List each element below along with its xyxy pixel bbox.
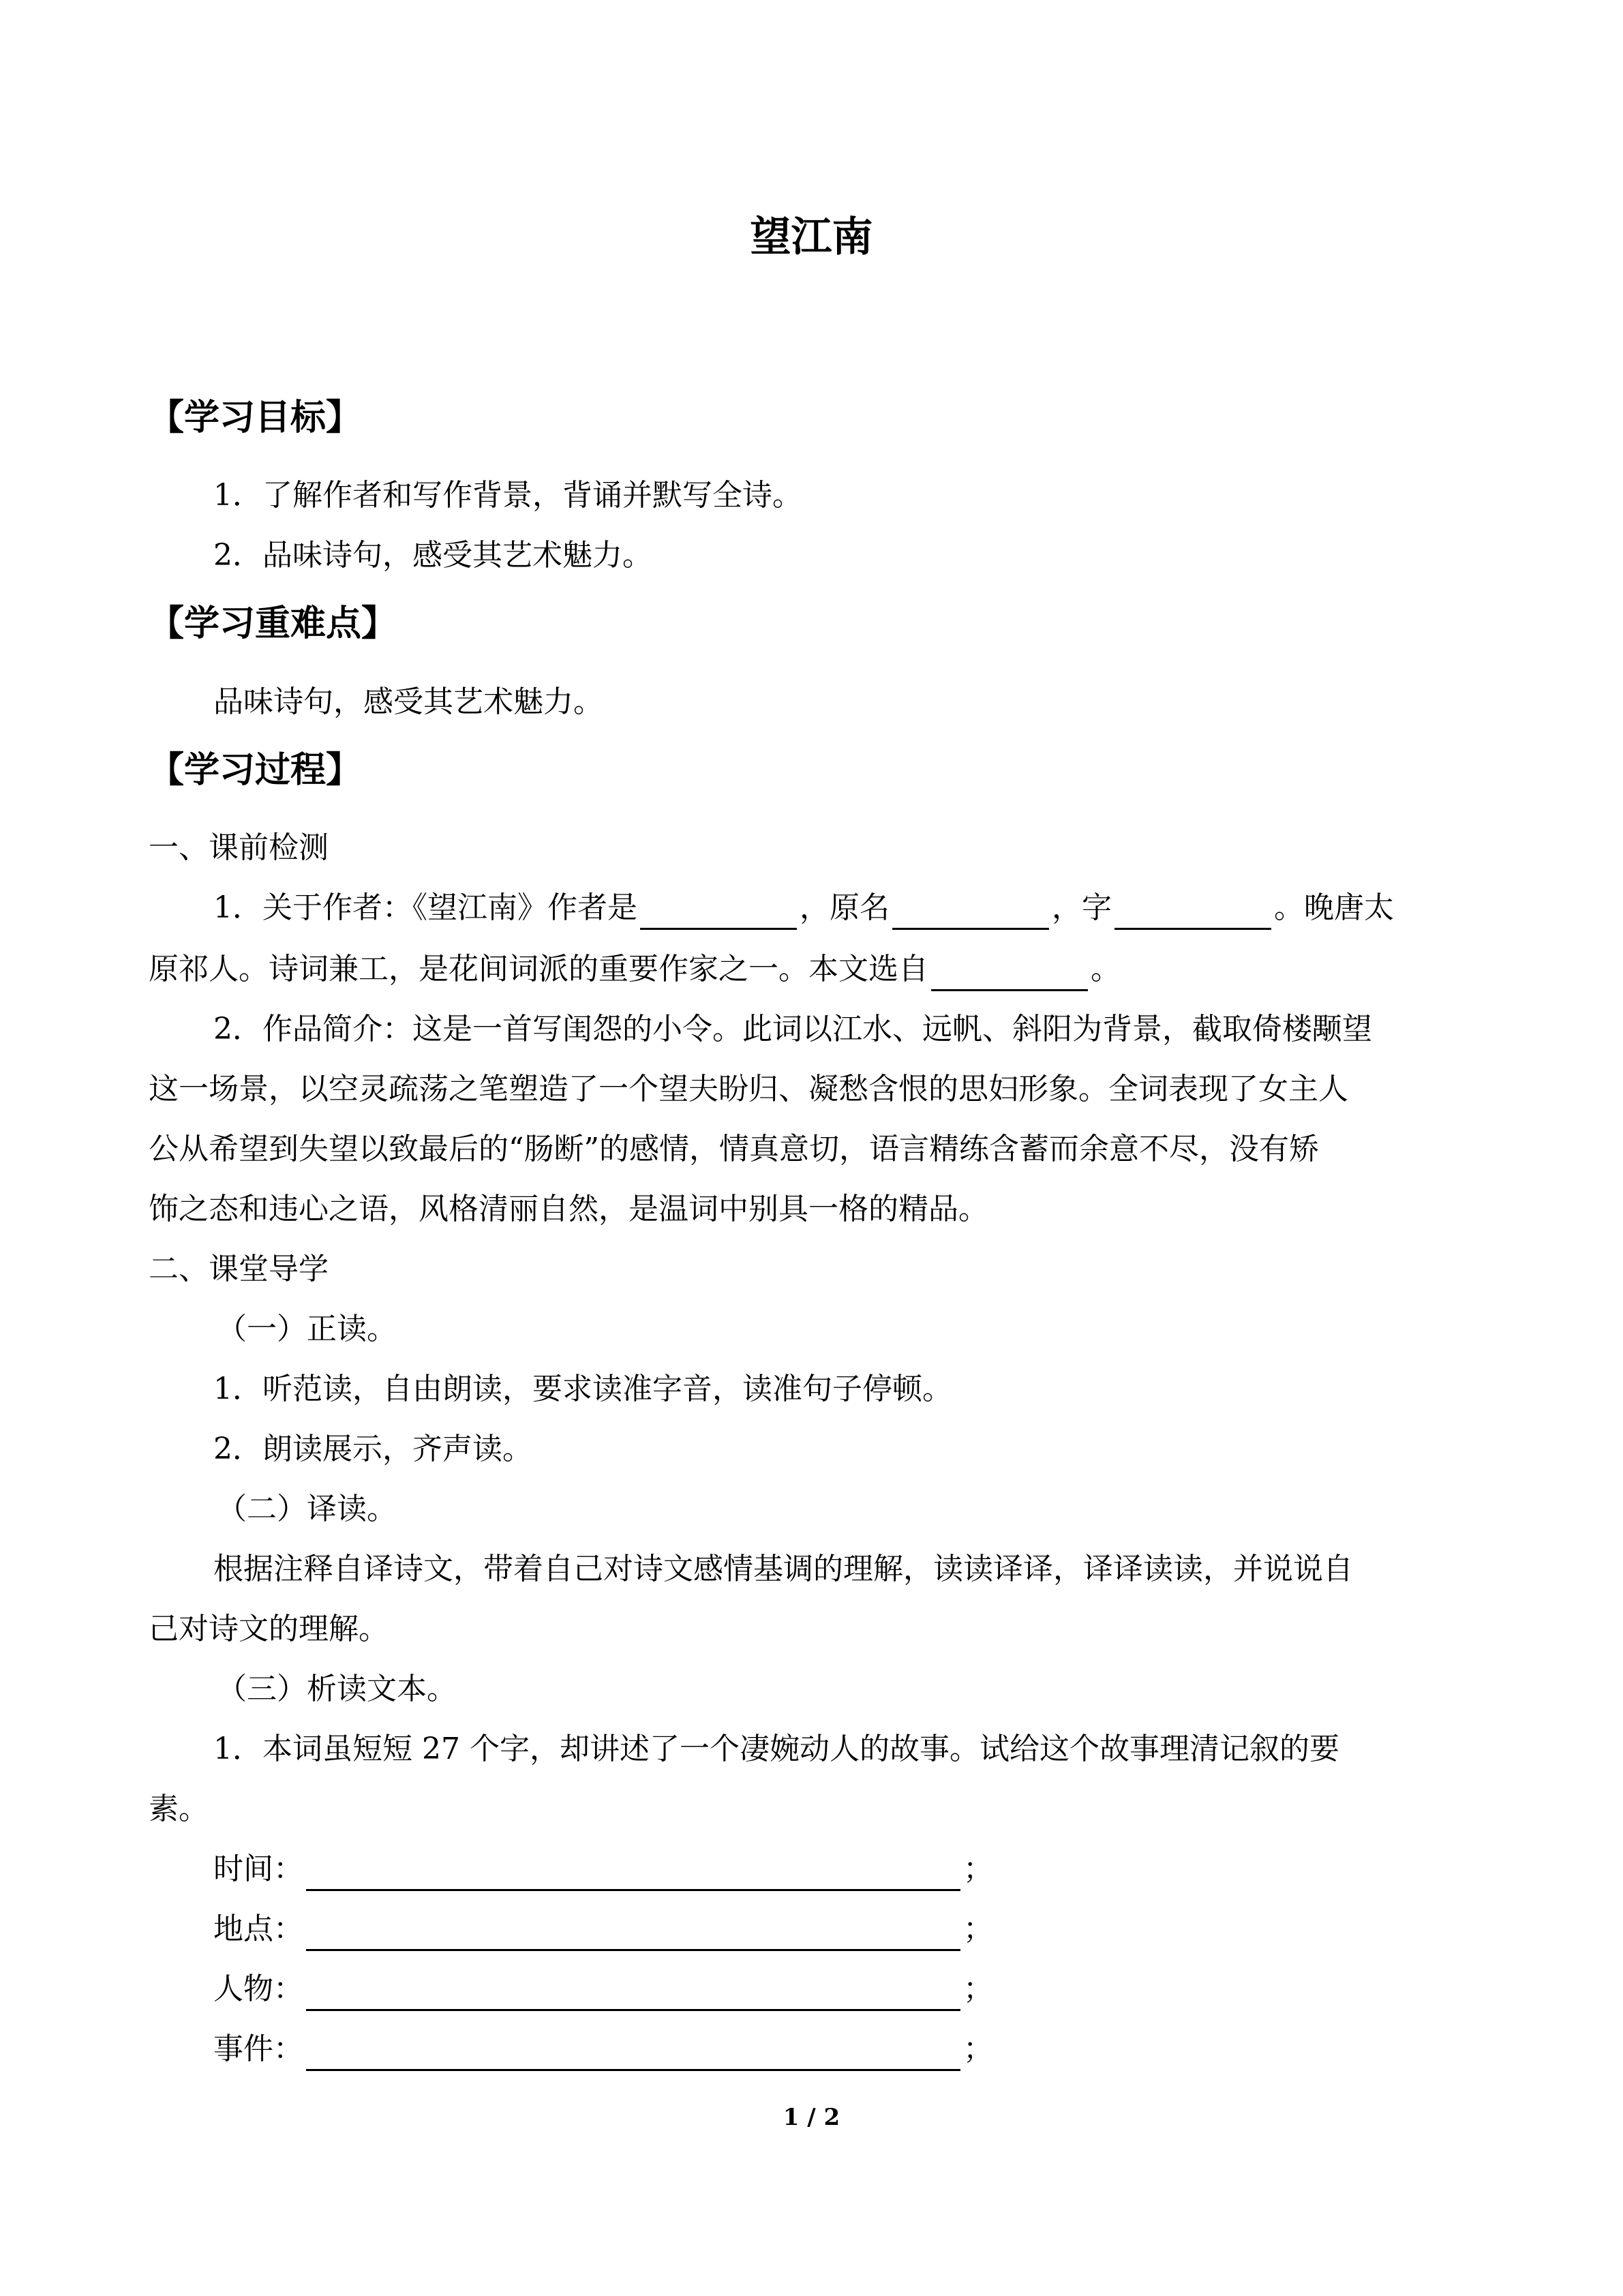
intro-paragraph-line: 公从希望到失望以致最后的“肠断”的感情，情真意切，语言精练含蓄而余意不尽，没有矫 <box>149 1132 1319 1166</box>
intro-paragraph-line: 饰之态和违心之语，风格清丽自然，是温词中别具一格的精品。 <box>149 1192 988 1226</box>
section-heading-key: 【学习重难点】 <box>149 603 397 644</box>
subsection-heading: （二）译读。 <box>217 1492 397 1526</box>
field-person <box>213 1967 1474 2011</box>
section-heading-process: 【学习过程】 <box>149 750 362 791</box>
event-answer-blank[interactable] <box>306 2039 960 2071</box>
part1-heading: 一、课前检测 <box>149 830 329 865</box>
field-label: 事件： <box>213 2031 303 2066</box>
field-end: ； <box>963 1972 993 2006</box>
author-question-suffix: 。晚唐太 <box>1274 890 1394 925</box>
author-question-mid2: ，字 <box>1052 890 1112 925</box>
place-answer-blank[interactable] <box>306 1919 960 1951</box>
goal-item: 2．品味诗句，感受其艺术魅力。 <box>213 538 652 573</box>
part2-heading: 二、课堂导学 <box>149 1252 329 1286</box>
field-end: ； <box>963 1912 993 1946</box>
author-question-mid1: ，原名 <box>800 890 890 925</box>
field-event <box>213 2027 1474 2071</box>
intro-paragraph-line: 这一场景，以空灵疏荡之笔塑造了一个望夫盼归、凝愁含恨的思妇形象。全词表现了女主人 <box>149 1072 1348 1106</box>
translation-paragraph-line: 己对诗文的理解。 <box>149 1612 389 1646</box>
intro-paragraph-line: 2．作品简介：这是一首写闺怨的小令。此词以江水、远帆、斜阳为背景，截取倚楼颙望 <box>213 1012 1372 1046</box>
author-name-blank[interactable] <box>640 898 797 930</box>
translation-paragraph-line: 根据注释自译诗文，带着自己对诗文感情基调的理解，读读译译，译译读读，并说说自 <box>213 1552 1353 1586</box>
field-end: ； <box>963 1852 993 1886</box>
reading-item: 1．听范读，自由朗读，要求读准字音，读准句子停顿。 <box>213 1372 952 1406</box>
author-question-line2 <box>149 948 1474 991</box>
author-question-prefix: 1．关于作者：《望江南》作者是 <box>213 890 637 925</box>
field-end: ； <box>963 2031 993 2066</box>
field-label: 地点： <box>213 1912 303 1946</box>
field-time <box>213 1847 1474 1891</box>
source-question-prefix: 原祁人。诗词兼工，是花间词派的重要作家之一。本文选自 <box>149 952 928 986</box>
reading-item: 2．朗读展示，齐声读。 <box>213 1432 532 1466</box>
subsection-heading: （一）正读。 <box>217 1312 397 1346</box>
person-answer-blank[interactable] <box>306 1979 960 2011</box>
source-question-suffix: 。 <box>1091 952 1121 986</box>
analysis-question-line: 1．本词虽短短 27 个字，却讲述了一个凄婉动人的故事。试给这个故事理清记叙的要 <box>213 1732 1339 1766</box>
goal-item: 1．了解作者和写作背景，背诵并默写全诗。 <box>213 478 802 513</box>
field-label: 时间： <box>213 1852 303 1886</box>
analysis-question-line: 素。 <box>149 1792 209 1826</box>
page-title: 望江南 <box>750 213 873 261</box>
subsection-heading: （三）析读文本。 <box>217 1672 457 1706</box>
section-heading-goals: 【学习目标】 <box>149 397 362 438</box>
original-name-blank[interactable] <box>892 898 1049 930</box>
courtesy-name-blank[interactable] <box>1114 898 1271 930</box>
field-place <box>213 1907 1474 1951</box>
key-text: 品味诗句，感受其艺术魅力。 <box>213 684 603 719</box>
time-answer-blank[interactable] <box>306 1859 960 1891</box>
author-question-line1 <box>213 886 1474 930</box>
page-number: 1 / 2 <box>783 2104 840 2131</box>
field-label: 人物： <box>213 1972 303 2006</box>
source-blank[interactable] <box>931 959 1088 991</box>
